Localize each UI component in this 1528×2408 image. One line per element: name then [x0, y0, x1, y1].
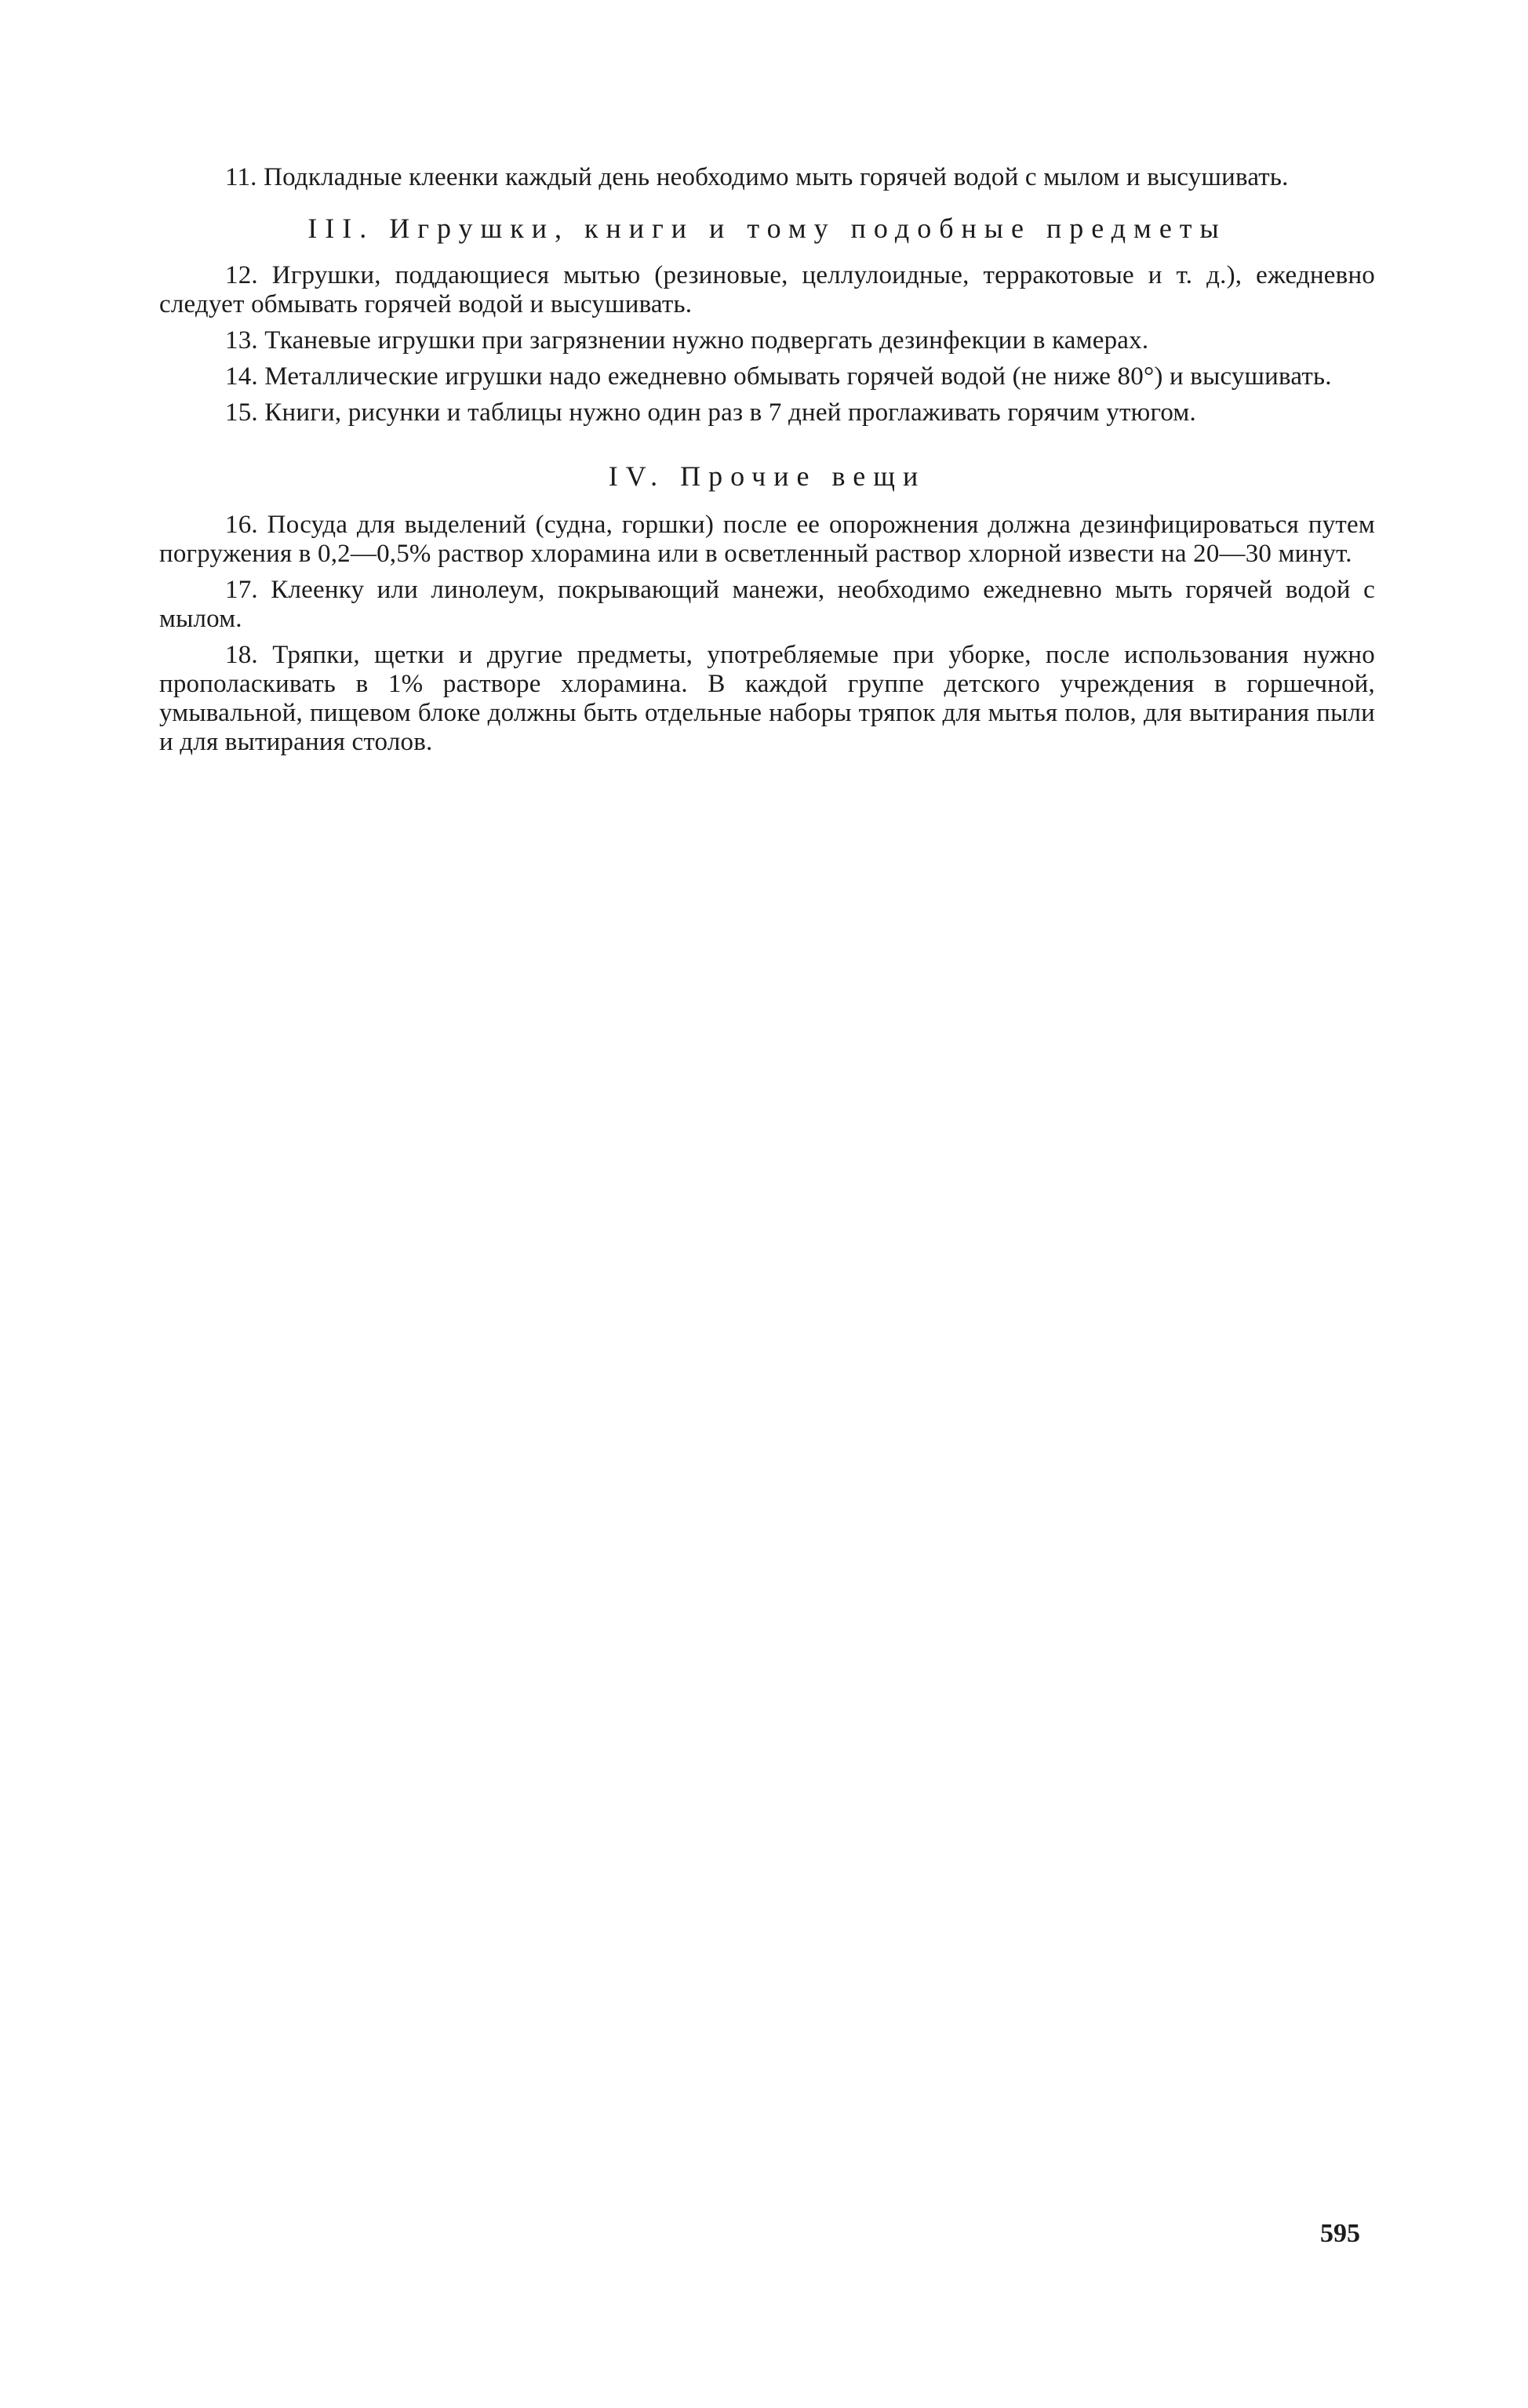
paragraph-12: 12. Игрушки, поддающиеся мытью (резиновые, целлулоидные, терракотовые и т. д.), ежедневно следует обмывать горячей водой и высушивать. — [159, 261, 1375, 318]
text-block — [159, 163, 1375, 764]
paragraph-16: 16. Посуда для выделений (судна, горшки) после ее опорожнения должна дезинфицироваться путем погружения в 0,2—0,5% раствор хлорамина или в осветленный раствор хлорной извести на 20—30 минут. — [159, 511, 1375, 568]
paragraph-13: 13. Тканевые игрушки при загрязнении нужно подвергать дезинфекции в камерах. — [225, 326, 1149, 355]
paragraph-18: 18. Тряпки, щетки и другие предметы, употребляемые при уборке, после использования нужно прополаскивать в 1% растворе хлорамина. В каждой группе детского учреждения в горшечной, умывальной, пищевом блоке должны быть отдельные наборы тряпок для мытья полов, для вытирания пыли и для вытирания столов. — [159, 641, 1375, 756]
paragraph-15: 15. Книги, рисунки и таблицы нужно один раз в 7 дней проглаживать горячим утюгом. — [225, 398, 1196, 427]
paragraph-14: 14. Металлические игрушки надо ежедневно обмывать горячей водой (не ниже 80°) и высушивать. — [225, 362, 1332, 391]
section-heading-toys-books: III. Игрушки, книги и тому подобные предметы — [307, 213, 1227, 244]
section-heading-other-items: IV. Прочие вещи — [608, 460, 926, 492]
paragraph-17: 17. Клеенку или линолеум, покрывающий манежи, необходимо ежедневно мыть горячей водой с мылом. — [159, 576, 1375, 633]
page-number: 595 — [1320, 2219, 1360, 2248]
paragraph-11: 11. Подкладные клеенки каждый день необходимо мыть горячей водой с мылом и высушивать. — [225, 163, 1289, 191]
